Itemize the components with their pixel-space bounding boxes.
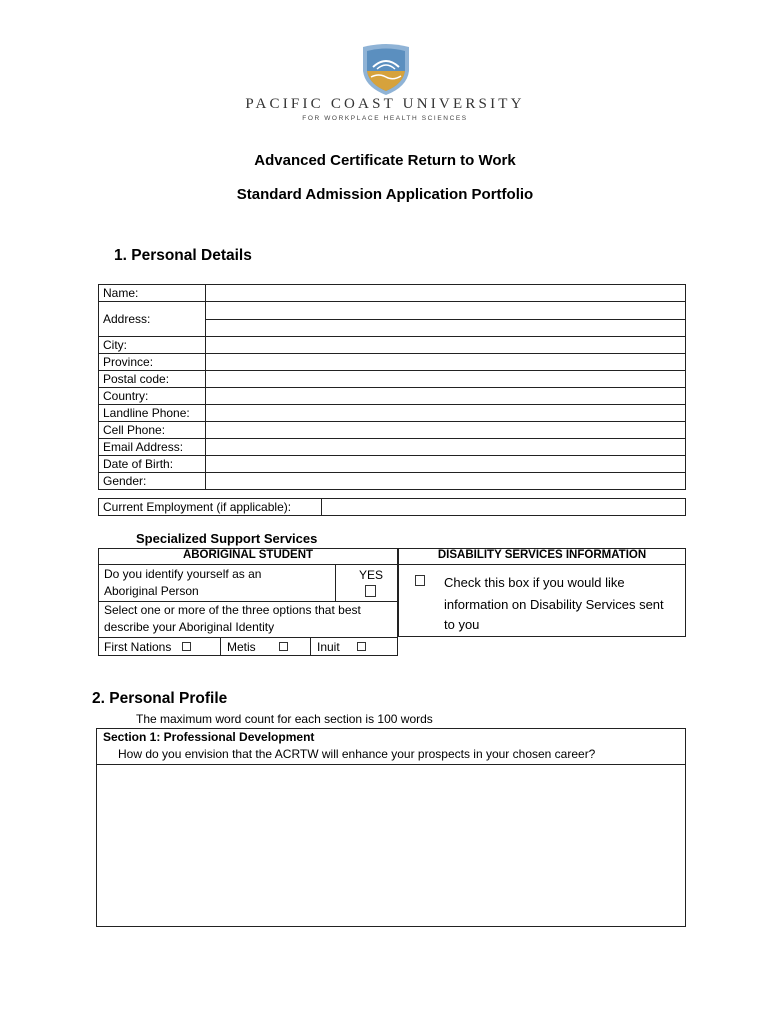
city-label: City: [99, 337, 206, 354]
dob-field[interactable] [206, 456, 686, 473]
document-subtitle: Standard Admission Application Portfolio [236, 186, 534, 203]
postal-code-label: Postal code: [99, 371, 206, 388]
option-inuit-checkbox[interactable] [357, 642, 366, 651]
support-heading: Specialized Support Services [136, 531, 318, 546]
aboriginal-mid-rule [98, 601, 398, 602]
option-inuit-label: Inuit [317, 640, 340, 654]
country-label: Country: [99, 388, 206, 405]
aboriginal-header-rule [98, 564, 398, 565]
aboriginal-question-line1: Do you identify yourself as an [104, 567, 262, 581]
name-label: Name: [99, 285, 206, 302]
cell-field[interactable] [206, 422, 686, 439]
landline-field[interactable] [206, 405, 686, 422]
aboriginal-select-line1: Select one or more of the three options that best [104, 603, 361, 617]
yes-label: YES [359, 568, 384, 582]
landline-label: Landline Phone: [99, 405, 206, 422]
option-metis-label: Metis [227, 640, 256, 654]
gender-field[interactable] [206, 473, 686, 490]
personal-details-heading: 1. Personal Details [114, 247, 252, 264]
country-field[interactable] [206, 388, 686, 405]
personal-details-table [98, 284, 686, 490]
option-first-nations-checkbox[interactable] [182, 642, 191, 651]
options-divider-2 [310, 637, 311, 656]
disability-text-line3: to you [444, 617, 480, 632]
province-label: Province: [99, 354, 206, 371]
cell-label: Cell Phone: [99, 422, 206, 439]
disability-header-rule [398, 564, 686, 565]
university-subtitle: FOR WORKPLACE HEALTH SCIENCES [302, 115, 468, 122]
aboriginal-options-rule [98, 637, 398, 638]
postal-code-field[interactable] [206, 371, 686, 388]
email-label: Email Address: [99, 439, 206, 456]
document-title: Advanced Certificate Return to Work [254, 152, 516, 169]
employment-label: Current Employment (if applicable): [103, 500, 292, 514]
disability-text-line1: Check this box if you would like [444, 575, 625, 590]
name-field[interactable] [206, 285, 686, 302]
city-field[interactable] [206, 337, 686, 354]
section1-title: Section 1: Professional Development [103, 730, 315, 744]
aboriginal-select-line2: describe your Aboriginal Identity [104, 620, 275, 634]
aboriginal-question-line2: Aboriginal Person [104, 584, 199, 598]
aboriginal-header: ABORIGINAL STUDENT [182, 549, 314, 561]
dob-label: Date of Birth: [99, 456, 206, 473]
disability-header: DISABILITY SERVICES INFORMATION [437, 549, 647, 561]
address-label: Address: [99, 302, 206, 337]
address-field-2[interactable] [206, 319, 686, 337]
employment-divider [321, 499, 322, 516]
disability-text-line2: information on Disability Services sent [444, 597, 664, 612]
province-field[interactable] [206, 354, 686, 371]
option-first-nations-label: First Nations [104, 640, 172, 654]
university-logo [359, 41, 413, 97]
section1-answer-field[interactable] [97, 765, 685, 926]
university-name: PACIFIC COAST UNIVERSITY [245, 96, 525, 112]
address-field-1[interactable] [206, 302, 686, 320]
disability-checkbox[interactable] [415, 575, 425, 586]
disability-box [398, 548, 686, 637]
section1-question: How do you envision that the ACRTW will enhance your prospects in your chosen career? [118, 747, 596, 761]
yes-divider [335, 564, 336, 601]
word-count-note: The maximum word count for each section is 100 words [136, 712, 433, 726]
gender-label: Gender: [99, 473, 206, 490]
email-field[interactable] [206, 439, 686, 456]
employment-field[interactable] [323, 499, 685, 515]
option-metis-checkbox[interactable] [279, 642, 288, 651]
options-divider-1 [220, 637, 221, 656]
personal-profile-heading: 2. Personal Profile [92, 690, 228, 707]
yes-checkbox[interactable] [365, 585, 376, 597]
